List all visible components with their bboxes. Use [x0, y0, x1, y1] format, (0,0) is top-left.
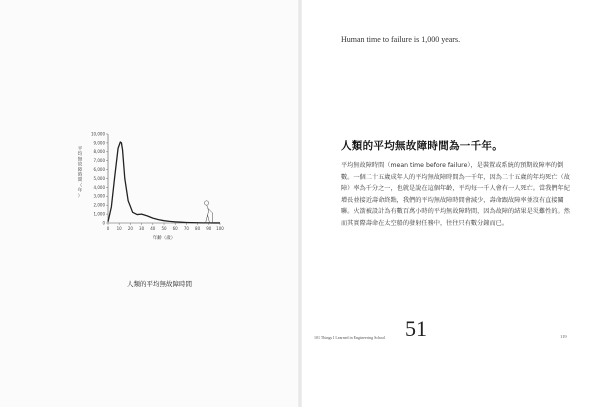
book-gutter: [298, 0, 302, 407]
epigraph: Human time to failure is 1,000 years.: [341, 35, 461, 44]
elderly-figure-icon: [206, 205, 213, 223]
y-tick-label: 3,000: [93, 193, 105, 199]
body-text: [341, 160, 571, 229]
y-axis-title-char: （: [77, 183, 83, 189]
y-tick-label: 8,000: [93, 149, 105, 155]
x-tick-label: 40: [150, 226, 156, 231]
y-axis-title-char: 年: [77, 188, 83, 194]
x-tick-label: 50: [161, 226, 167, 231]
x-tick-label: 90: [206, 226, 212, 231]
y-axis-title-char: 故: [77, 162, 83, 168]
x-tick-label: 10: [116, 226, 122, 231]
footer-book-title: 101 Things I Learned in Engineering School: [314, 335, 386, 340]
y-tick-label: 5,000: [93, 175, 105, 181]
mtbf-chart: [60, 128, 230, 248]
x-tick-label: 20: [127, 226, 133, 231]
y-tick-label: 9,000: [93, 140, 105, 146]
x-tick-label: 80: [195, 226, 201, 231]
x-tick-label: 70: [183, 226, 189, 231]
y-axis-title-char: 無: [77, 157, 83, 163]
item-number: 51: [405, 316, 427, 341]
page-heading: 人類的平均無故障時間為一千年。: [341, 140, 503, 152]
body-paragraph: 平均無故障時間（mean time before failure），是裝置或系統的預期故障率的倒數。一個二十五歲成年人的平均無故障時間為一千年，因為二十五歲的年均死亡（故障）率為千分之一，也就是說在這個年齡，平均每一千人會有一人死亡。當我們年紀增長並接近壽命終點，我們的平均無故障時間會減少，壽命跟故障率並沒有直接關聯。火箭被設計為有數百萬小時的平均無故障時間，因為故障的結果是災難性的。然而其實際壽命在太空船的發射任務中，往往只有數分鐘而已。: [341, 162, 570, 227]
x-tick-label: 0: [106, 226, 110, 231]
y-axis-title-char: 平: [77, 147, 83, 152]
x-axis-title: 年齡（歲）: [152, 236, 176, 241]
y-tick-label: 10,000: [91, 131, 105, 137]
y-axis-title-char: ）: [77, 193, 83, 199]
y-tick-label: 0: [102, 220, 105, 226]
chart-svg: [60, 128, 230, 248]
chart-caption: 人類的平均無故障時間: [127, 280, 192, 288]
x-tick-label: 60: [172, 226, 178, 231]
y-tick-label: 4,000: [93, 184, 105, 190]
y-axis-title-char: 間: [77, 178, 83, 184]
y-tick-label: 2,000: [93, 202, 105, 208]
y-axis-title-char: 障: [77, 167, 83, 173]
y-axis-title-char: 時: [77, 173, 83, 178]
page-number: 119: [560, 334, 567, 339]
elderly-figure-head: [204, 201, 208, 205]
x-tick-label: 30: [139, 226, 145, 231]
y-tick-label: 7,000: [93, 158, 105, 164]
y-tick-label: 6,000: [93, 167, 105, 172]
x-tick-label: 100: [216, 226, 224, 231]
y-axis-title-char: 均: [77, 152, 83, 158]
series-line: [108, 142, 220, 223]
y-tick-label: 1,000: [93, 211, 105, 217]
